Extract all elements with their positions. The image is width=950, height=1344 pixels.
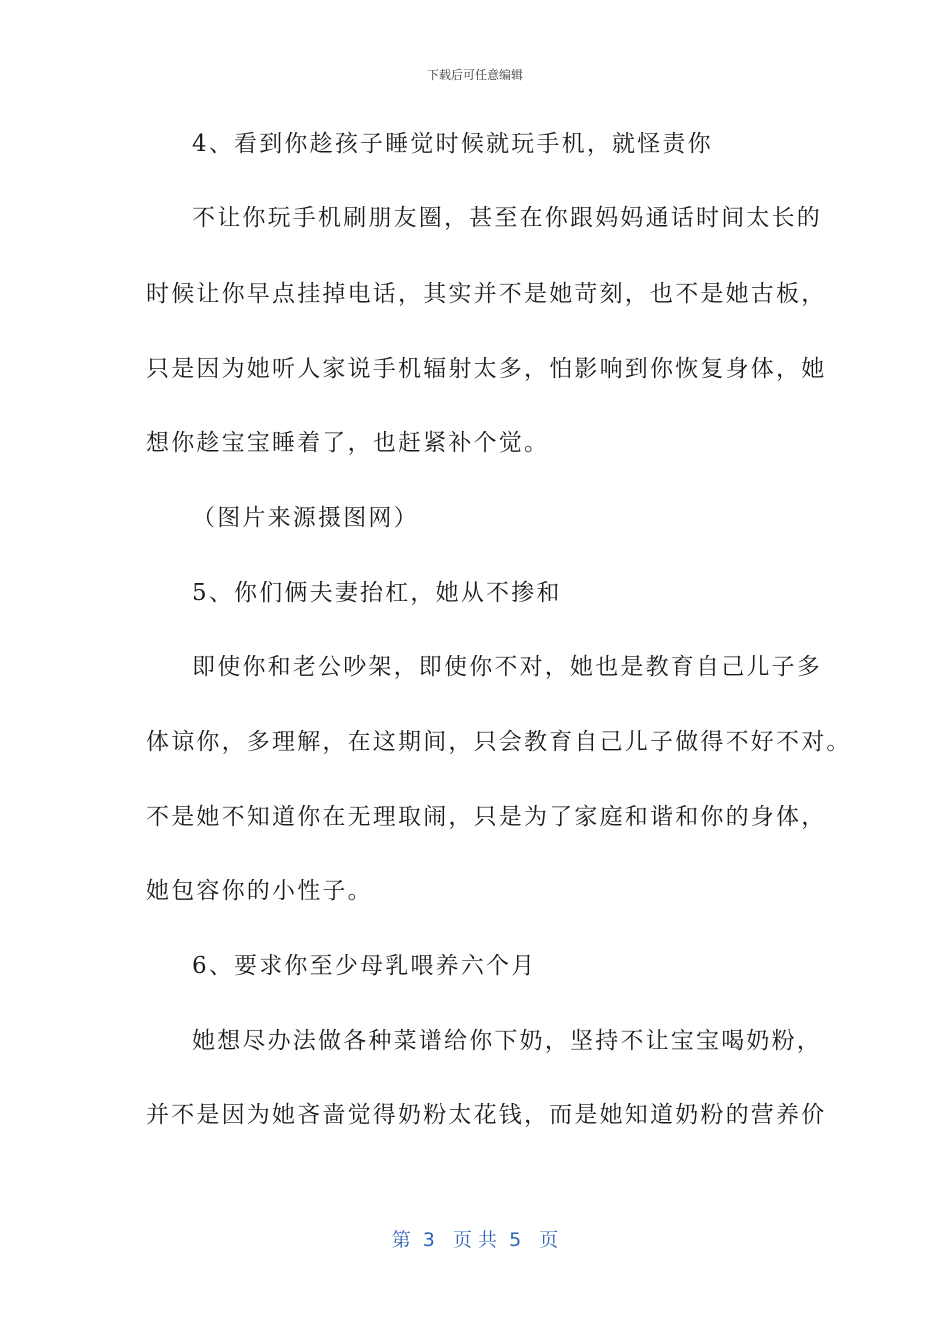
page-footer: 第 3 页 共 5 页 (391, 1229, 559, 1251)
paragraph-line: 她想尽办法做各种菜谱给你下奶，坚持不让宝宝喝奶粉， (192, 1028, 822, 1054)
image-source-note: （图片来源摄图网） (192, 505, 419, 531)
section-heading-6: 6、要求你至少母乳喂养六个月 (192, 953, 537, 979)
paragraph-line: 体谅你，多理解，在这期间，只会教育自己儿子做得不好不对。 (146, 729, 852, 755)
section-heading-4: 4、看到你趁孩子睡觉时候就玩手机，就怪责你 (192, 131, 713, 157)
paragraph-line: 想你趁宝宝睡着了，也赶紧补个觉。 (146, 430, 550, 456)
paragraph-line: 不是她不知道你在无理取闹，只是为了家庭和谐和你的身体， (146, 804, 827, 830)
paragraph-line: 并不是因为她吝啬觉得奶粉太花钱，而是她知道奶粉的营养价 (146, 1102, 827, 1128)
paragraph-line: 即使你和老公吵架，即使你不对，她也是教育自己儿子多 (192, 654, 822, 680)
section-heading-5: 5、你们俩夫妻抬杠，她从不掺和 (192, 580, 562, 606)
paragraph-line: 她包容你的小性子。 (146, 878, 373, 904)
paragraph-line: 时候让你早点挂掉电话，其实并不是她苛刻，也不是她古板， (146, 281, 827, 307)
paragraph-line: 不让你玩手机刷朋友圈，甚至在你跟妈妈通话时间太长的 (192, 205, 822, 231)
page-header: 下载后可任意编辑 (426, 68, 523, 82)
paragraph-line: 只是因为她听人家说手机辐射太多，怕影响到你恢复身体，她 (146, 356, 827, 382)
